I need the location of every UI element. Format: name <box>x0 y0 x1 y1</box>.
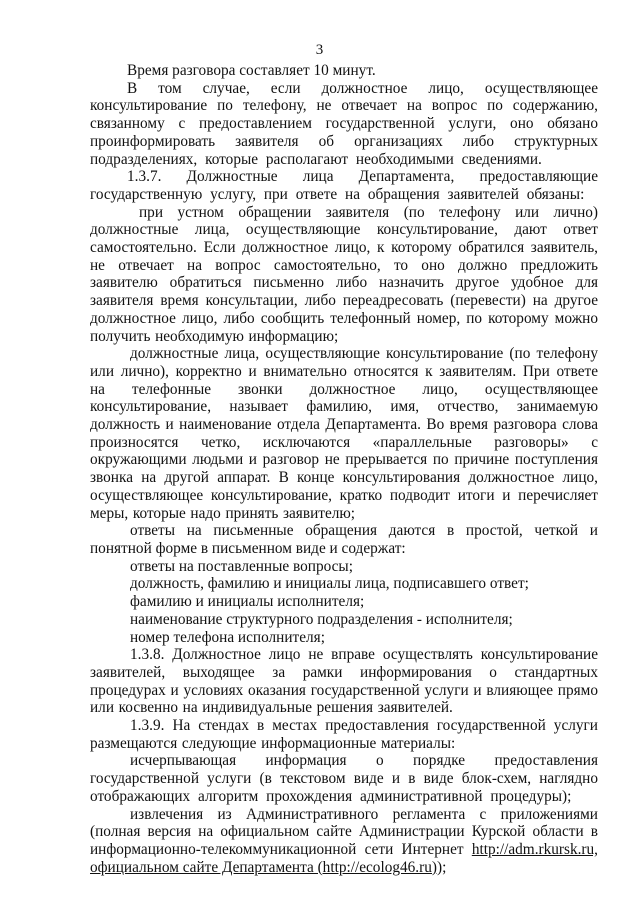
paragraph-tail: ); <box>436 858 447 876</box>
department-site-link[interactable]: официальном сайте Департамента (http://ecolog46.ru) <box>90 858 437 876</box>
list-item: номер телефона исполнителя; <box>130 628 325 646</box>
paragraph-exhaustive-info: исчерпывающая информация о порядке предоставления государственной услуги (в текстовом виде и в виде блок-схем, наглядно отображающих алгоритм прохождения административной процедуры); <box>90 752 598 805</box>
paragraph-written-answers: ответы на письменные обращения даются в простой, четкой и понятной форме в письменном виде и содержат: <box>90 522 598 557</box>
paragraph-regulation-extracts <box>90 806 598 877</box>
paragraph-1-3-8: 1.3.8. Должностное лицо не вправе осуществлять консультирование заявителей, выходящее за рамки информирования о стандартных процедурах и условиях оказания государственной услуги и влияющее прямо или косвенно на индивидуальные решения заявителей. <box>90 646 598 717</box>
paragraph-text: извлечения из Административного регламента с приложениями (полная версия на официальном сайте Администрации Курской области в информационно-телекоммуникационной сети Интернет <box>90 805 598 858</box>
document-body <box>90 62 598 876</box>
list-item: должность, фамилию и инициалы лица, подписавшего ответ; <box>130 575 529 593</box>
paragraph-officials-conduct: должностные лица, осуществляющие консультирование (по телефону или лично), корректно и внимательно относятся к заявителям. При ответе на телефонные звонки должностное лицо, осуществляющее консультирование, называет фамилию, имя, отчество, занимаемую должность и наименование отдела Департамента. Во время разговора слова произносятся четко, исключаются «параллельные разговоры» с окружающими людьми и разговор не прерывается по причине поступления звонка на другой аппарат. В конце консультирования должностное лицо, осуществляющее консультирование, кратко подводит итоги и перечисляет меры, которые надо принять заявителю; <box>90 345 598 522</box>
list-item: наименование структурного подразделения - исполнителя; <box>130 610 513 628</box>
list-item: ответы на поставленные вопросы; <box>130 557 353 575</box>
page-number: 3 <box>315 42 324 58</box>
paragraph-unanswered-question: В том случае, если должностное лицо, осуществляющее консультирование по телефону, не отвечает на вопрос по содержанию, связанному с предоставлением государственной услуги, оно обязано проинформировать заявителя об организациях либо структурных подразделениях, которые располагают необходимыми сведениями. <box>90 79 598 168</box>
paragraph-oral-request: при устном обращении заявителя (по телефону или лично) должностные лица, осуществляющие консультирование, дают ответ самостоятельно. Если должностное лицо, к которому обратился заявитель, не отвечает на вопрос самостоятельно, то оно должно предложить заявителю обратиться письменно либо назначить другое удобное для заявителя время консультации, либо переадресовать (перевести) на другое должностное лицо, либо сообщить телефонный номер, по которому можно получить необходимую информацию; <box>90 203 598 345</box>
paragraph-call-duration: Время разговора составляет 10 минут. <box>127 62 376 79</box>
paragraph-1-3-9: 1.3.9. На стендах в местах предоставления государственной услуги размещаются следующие информационные материалы: <box>90 717 598 752</box>
answer-contents-list <box>90 558 598 647</box>
paragraph-1-3-7: 1.3.7. Должностные лица Департамента, предоставляющие государственную услугу, при ответе на обращения заявителей обязаны: <box>90 168 598 203</box>
adm-rkursk-link[interactable]: http://adm.rkursk.ru, <box>471 840 598 858</box>
list-item: фамилию и инициалы исполнителя; <box>130 593 365 611</box>
